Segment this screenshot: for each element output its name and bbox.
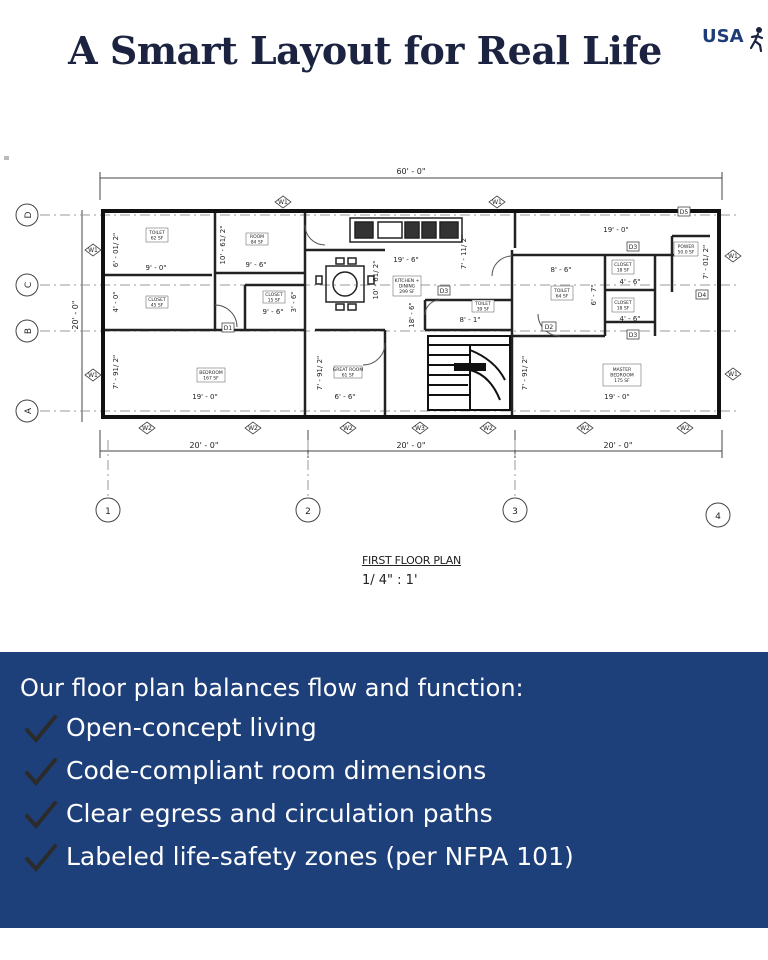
grid-row-b: B: [24, 327, 34, 335]
dimension: 7' - 91/ 2": [112, 354, 120, 390]
window-tag: W2: [142, 425, 152, 432]
floor-plan: [0, 140, 768, 600]
dimension: 4' - 6": [619, 278, 641, 286]
overall-dimension: 60' - 0": [396, 167, 426, 176]
side-dimension: 20' - 0": [71, 300, 80, 330]
dimension: 19' - 6": [393, 256, 419, 264]
features-panel: [0, 652, 768, 928]
door-tag: D5: [679, 209, 689, 216]
window-tag: W3: [415, 425, 425, 432]
window-tag: W1: [492, 199, 502, 206]
room-label-closet-3: CLOSET 18 SF: [614, 263, 632, 274]
door-tag: D4: [697, 292, 707, 299]
bay-dimension-3: 20' - 0": [603, 441, 633, 450]
bay-dimension-1: 20' - 0": [189, 441, 219, 450]
list-item: [24, 798, 574, 841]
list-item: [24, 712, 574, 755]
bay-dimension-2: 20' - 0": [396, 441, 426, 450]
dimension: 7' - 91/ 2": [521, 355, 529, 391]
logo-text: USA: [702, 26, 744, 47]
dimension: 9' - 0": [145, 264, 167, 272]
window-tag: W1: [728, 253, 738, 260]
plan-caption: [362, 554, 461, 588]
window-tag: W1: [728, 371, 738, 378]
window-tag: W1: [88, 247, 98, 254]
list-item-label: Clear egress and circulation paths: [66, 799, 493, 828]
window-tag: W1: [88, 372, 98, 379]
grid-col-4: 4: [715, 512, 721, 522]
dimension: 19' - 0": [604, 393, 630, 401]
room-label-toilet-2: TOILET 39 SF: [475, 302, 491, 313]
running-figure-icon: [750, 26, 764, 52]
room-label-closet-2: CLOSET 15 SF: [265, 293, 283, 304]
features-intro: Our floor plan balances flow and function:: [20, 674, 524, 702]
grid-col-3: 3: [512, 507, 518, 517]
checkmark-icon: [24, 714, 58, 744]
dimension: 6' - 6": [334, 393, 356, 401]
list-item: [24, 755, 574, 798]
grid-col-2: 2: [305, 507, 311, 517]
room-label-master-bedroom: MASTER BEDROOM 175 SF: [610, 368, 634, 384]
grid-col-1: 1: [105, 507, 111, 517]
room-label-room: ROOM 84 SF: [249, 235, 265, 246]
room-label-bedroom: BEDROOM 167 SF: [199, 371, 223, 382]
floor-plan-drawing: [0, 140, 768, 580]
list-item-label: Code-compliant room dimensions: [66, 756, 487, 785]
grid-row-c: C: [24, 281, 34, 289]
door-tag: D3: [439, 288, 449, 295]
dimension: 10' - 61/ 2": [219, 225, 227, 265]
dimension: 7' - 11/ 2": [460, 234, 468, 270]
room-label-great-room: GREAT ROOM 61 SF: [332, 368, 364, 379]
dimension: 6' - 01/ 2": [112, 232, 120, 268]
brand-logo: [702, 26, 762, 62]
window-tag: W1: [278, 199, 288, 206]
door-tag: D3: [628, 332, 638, 339]
door-tag: D1: [223, 325, 233, 332]
window-tag: W2: [483, 425, 493, 432]
door-tag: D3: [628, 244, 638, 251]
door-tag: D2: [544, 324, 554, 331]
dimension: 19' - 0": [192, 393, 218, 401]
window-tag: W2: [248, 425, 258, 432]
dimension: 18' - 6": [408, 302, 416, 328]
features-list: [24, 712, 574, 884]
grid-row-a: A: [24, 407, 34, 415]
dimension: 3' - 6": [290, 291, 298, 313]
page-title: A Smart Layout for Real Life: [68, 28, 662, 73]
dimension: 7' - 91/ 2": [316, 355, 324, 391]
room-label-kitchen: KITCHEN + DINING 299 SF: [394, 279, 420, 295]
list-item: [24, 841, 574, 884]
checkmark-icon: [24, 843, 58, 873]
window-tag: W2: [343, 425, 353, 432]
window-tag: W2: [580, 425, 590, 432]
grid-row-d: D: [24, 211, 34, 219]
dimension: 4' - 6": [619, 315, 641, 323]
checkmark-icon: [24, 757, 58, 787]
checkmark-icon: [24, 800, 58, 830]
plan-scale: 1/ 4" : 1': [362, 573, 418, 588]
dimension: 10' - 61/ 2": [372, 260, 380, 300]
room-label-closet-1: CLOSET 45 SF: [148, 298, 166, 309]
list-item-label: Open-concept living: [66, 713, 317, 742]
dimension: 9' - 6": [262, 308, 284, 316]
dimension: 6' - 7": [590, 284, 598, 306]
dimension: 4' - 0": [112, 291, 120, 313]
list-item-label: Labeled life-safety zones (per NFPA 101): [66, 842, 574, 871]
dimension: 9' - 6": [245, 261, 267, 269]
window-tag: W2: [680, 425, 690, 432]
dimension: 8' - 6": [550, 266, 572, 274]
room-label-toilet-3: TOILET 64 SF: [554, 289, 570, 300]
dimension: 8' - 1": [459, 316, 481, 324]
room-label-closet-4: CLOSET 18 SF: [614, 301, 632, 312]
plan-name: FIRST FLOOR PLAN: [362, 554, 461, 567]
room-label-power: POWER 50.0 SF: [677, 245, 695, 256]
dimension: 7' - 01/ 2": [702, 244, 710, 280]
room-label-toilet-1: TOILET 62 SF: [149, 231, 165, 242]
dimension: 19' - 0": [603, 226, 629, 234]
